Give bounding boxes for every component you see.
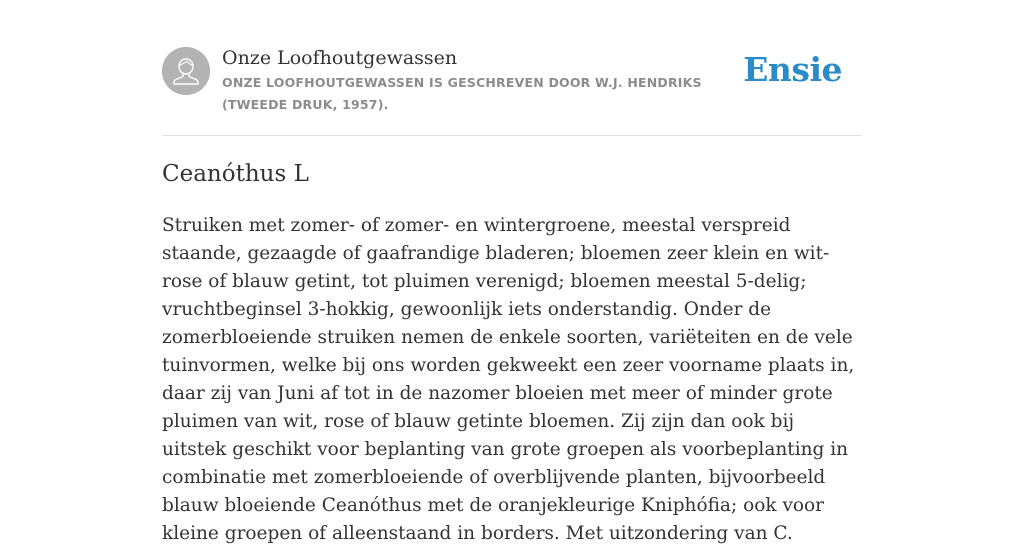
- entry-title: Ceanóthus L: [162, 161, 309, 187]
- brand-logo[interactable]: Ensie: [743, 50, 842, 89]
- avatar: [162, 47, 210, 95]
- divider: [162, 135, 862, 136]
- entry-body: Struiken met zomer- of zomer- en wintergroene, meestal verspreid staande, gezaagde of gaafrandige bladeren; bloemen zeer klein en wit-rose of blauw getint, tot pluimen verenigd; bloemen meestal 5-delig; vruchtbeginsel 3-hokkig, gewoonlijk iets onderstandig. Onder de zomerbloeiende struiken nemen de enkele soorten, variëteiten en de vele tuinvormen, welke bij ons worden gekweekt een zeer voorname plaats in, daar zij van Juni af tot in de nazomer bloeien met meer of minder grote pluimen van wit, rose of blauw getinte bloemen. Zij zijn dan ook bij uitstek geschikt voor beplanting van grote groepen als voorbeplanting in combinatie met zomerbloeiende of overblijvende planten, bijvoorbeeld blauw bloeiende Ceanóthus met de oranjekleurige Kniphófia; ook voor kleine groepen of alleenstaand in borders. Met uitzondering van C.: [162, 215, 855, 544]
- source-description: ONZE LOOFHOUTGEWASSEN IS GESCHREVEN DOOR W.J. HENDRIKS (TWEEDE DRUK, 1957).: [222, 75, 702, 112]
- user-icon: [162, 47, 210, 95]
- source-header: [162, 46, 862, 116]
- source-title[interactable]: Onze Loofhoutgewassen: [222, 47, 458, 69]
